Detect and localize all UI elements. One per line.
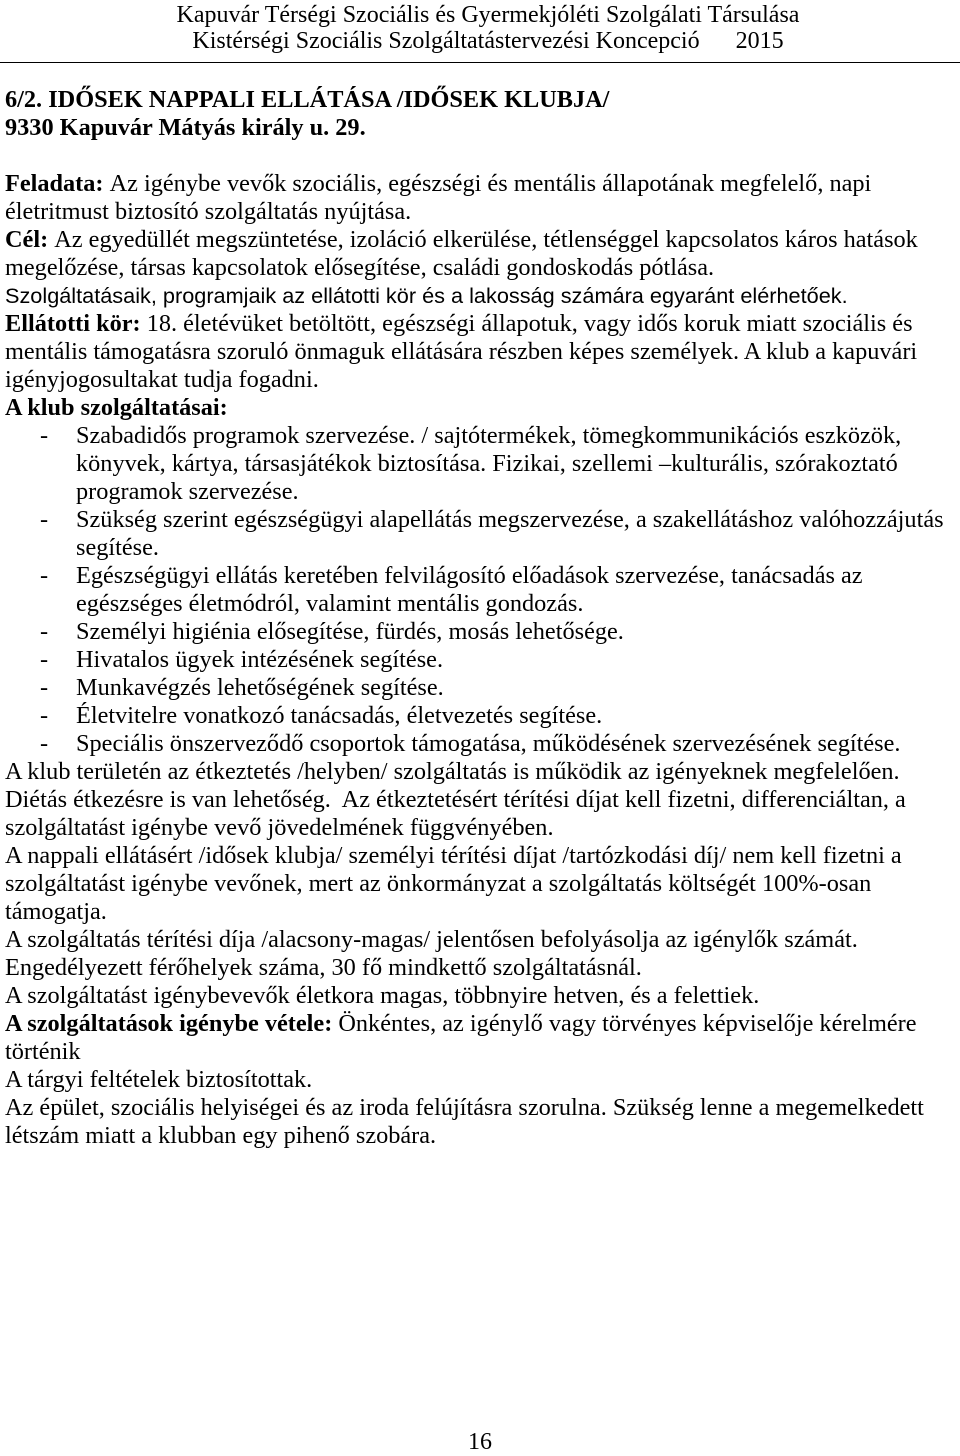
section-body: [5, 86, 955, 1150]
body-line: A nappali ellátásért /idősek klubja/ személyi térítési díjat /tartózkodási díj/ nem kell fizetni a: [5, 842, 902, 869]
enrollment-line: [5, 1010, 955, 1038]
list-bullet: -: [40, 702, 49, 729]
list-item-text: Egészségügyi ellátás keretében felvilágosító előadások szervezése, tanácsadás az: [76, 562, 863, 589]
body-line: Diétás étkezésre is van lehetőség. Az étkeztetésért térítési díjat kell fizetni, differenciáltan, a: [5, 786, 906, 813]
goal-paragraph: [5, 226, 955, 282]
list-item-line: [5, 646, 955, 674]
list-item-line: egészséges életmódról, valamint mentális gondozás.: [76, 590, 584, 617]
task-text: Az igénybe vevők szociális, egészségi és mentális állapotának megfelelő, napi: [109, 170, 872, 197]
list-bullet: -: [40, 730, 49, 757]
body-line: A szolgáltatás térítési díja /alacsony-magas/ jelentősen befolyásolja az igénylők számát.: [5, 926, 858, 953]
list-item-line: programok szervezése.: [76, 478, 299, 505]
enrollment-line: történik: [5, 1038, 81, 1065]
list-bullet: -: [40, 618, 49, 645]
blank-line: [5, 142, 955, 170]
meals-and-fees-paragraph: [5, 758, 955, 1010]
body-line: A tárgyi feltételek biztosítottak.: [5, 1066, 313, 1093]
body-line: támogatja.: [5, 898, 107, 925]
list-item-text: Személyi higiénia elősegítése, fürdés, mosás lehetősége.: [76, 618, 624, 645]
list-item-line: [5, 422, 955, 450]
clients-line: [5, 310, 955, 338]
enrollment-label: A szolgáltatások igénybe vétele:: [5, 1010, 333, 1037]
list-bullet: -: [40, 422, 49, 449]
list-item-line: [5, 674, 955, 702]
header-concept-line: [16, 28, 960, 54]
clients-line: mentális támogatásra szoruló önmaguk ellátására részben képes személyek. A klub a kapuvári: [5, 338, 918, 365]
list-item-line: [5, 562, 955, 590]
conditions-paragraph: [5, 1066, 955, 1150]
list-item: [5, 562, 955, 618]
availability-note: Szolgáltatásaik, programjaik az ellátotti kör és a lakosság számára egyaránt elérhetőek.: [5, 283, 848, 308]
list-item: [5, 506, 955, 562]
list-item-text: Szükség szerint egészségügyi alapellátás megszervezése, a szakellátáshoz valóhozzájutás: [76, 506, 944, 533]
list-bullet: -: [40, 562, 49, 589]
section-title: 6/2. IDŐSEK NAPPALI ELLÁTÁSA /IDŐSEK KLUBJA/: [5, 86, 610, 113]
body-line: A klub területén az étkeztetés /helyben/ szolgáltatás is működik az igényeknek megfelelően.: [5, 758, 900, 785]
services-heading: A klub szolgáltatásai:: [5, 394, 228, 421]
list-bullet: -: [40, 674, 49, 701]
goal-line: [5, 226, 955, 254]
list-item-text: Speciális önszerveződő csoportok támogatása, működésének szervezésének segítése.: [76, 730, 901, 757]
task-paragraph: [5, 170, 955, 226]
clients-label: Ellátotti kör:: [5, 310, 141, 337]
running-header: [16, 2, 960, 54]
list-item-text: Munkavégzés lehetőségének segítése.: [76, 674, 444, 701]
enrollment-paragraph: [5, 1010, 955, 1066]
services-list: [5, 422, 955, 758]
header-rule: [0, 62, 960, 63]
list-item-text: Szabadidős programok szervezése. / sajtótermékek, tömegkommunikációs eszközök,: [76, 422, 902, 449]
list-bullet: -: [40, 506, 49, 533]
body-line: létszám miatt a klubban egy pihenő szobára.: [5, 1122, 437, 1149]
body-line: szolgáltatást igénybe vevőnek, mert az önkormányzat a szolgáltatás költségét 100%-osan: [5, 870, 872, 897]
list-item: [5, 646, 955, 674]
list-bullet: -: [40, 646, 49, 673]
list-item-line: [5, 730, 955, 758]
body-line: Engedélyezett férőhelyek száma, 30 fő mindkettő szolgáltatásnál.: [5, 954, 642, 981]
list-item-line: segítése.: [76, 534, 159, 561]
task-line: életritmust biztosító szolgáltatás nyújtása.: [5, 198, 412, 225]
body-line: Az épület, szociális helyiségei és az iroda felújításra szorulna. Szükség lenne a megemelkedett: [5, 1094, 924, 1121]
goal-label: Cél:: [5, 226, 49, 253]
list-item: [5, 730, 955, 758]
goal-text: Az egyedüllét megszüntetése, izoláció elkerülése, tétlenséggel kapcsolatos káros hatások: [54, 226, 918, 253]
task-label: Feladata:: [5, 170, 104, 197]
task-line: [5, 170, 955, 198]
body-line: szolgáltatást igénybe vevő jövedelmének függvényében.: [5, 814, 554, 841]
list-item-text: Hivatalos ügyek intézésének segítése.: [76, 646, 444, 673]
header-year: 2015: [735, 28, 784, 54]
goal-line: megelőzése, társas kapcsolatok elősegítése, családi gondoskodás pótlása.: [5, 254, 715, 281]
page-number: 16: [468, 1429, 492, 1455]
list-item: [5, 674, 955, 702]
list-item-line: könyvek, kártya, társasjátékok biztosítása. Fizikai, szellemi –kulturális, szórakoztató: [76, 450, 898, 477]
enrollment-text: Önkéntes, az igénylő vagy törvényes képviselője kérelmére: [338, 1010, 917, 1037]
list-item: [5, 702, 955, 730]
list-item-line: [5, 506, 955, 534]
list-item-text: Életvitelre vonatkozó tanácsadás, életvezetés segítése.: [76, 702, 603, 729]
body-line: A szolgáltatást igénybevevők életkora magas, többnyire hetven, és a felettiek.: [5, 982, 760, 1009]
section-address: 9330 Kapuvár Mátyás király u. 29.: [5, 114, 366, 141]
list-item: [5, 618, 955, 646]
header-concept-title: Kistérségi Szociális Szolgáltatástervezési Koncepció: [192, 28, 700, 54]
list-item: [5, 422, 955, 506]
list-item-line: [5, 618, 955, 646]
clients-text: 18. életévüket betöltött, egészségi állapotuk, vagy idős koruk miatt szociális és: [146, 310, 913, 337]
clients-line: igényjogosultakat tudja fogadni.: [5, 366, 319, 393]
clients-paragraph: [5, 310, 955, 394]
header-organization: Kapuvár Térségi Szociális és Gyermekjóléti Szolgálati Társulása: [176, 2, 800, 28]
list-item-line: [5, 702, 955, 730]
